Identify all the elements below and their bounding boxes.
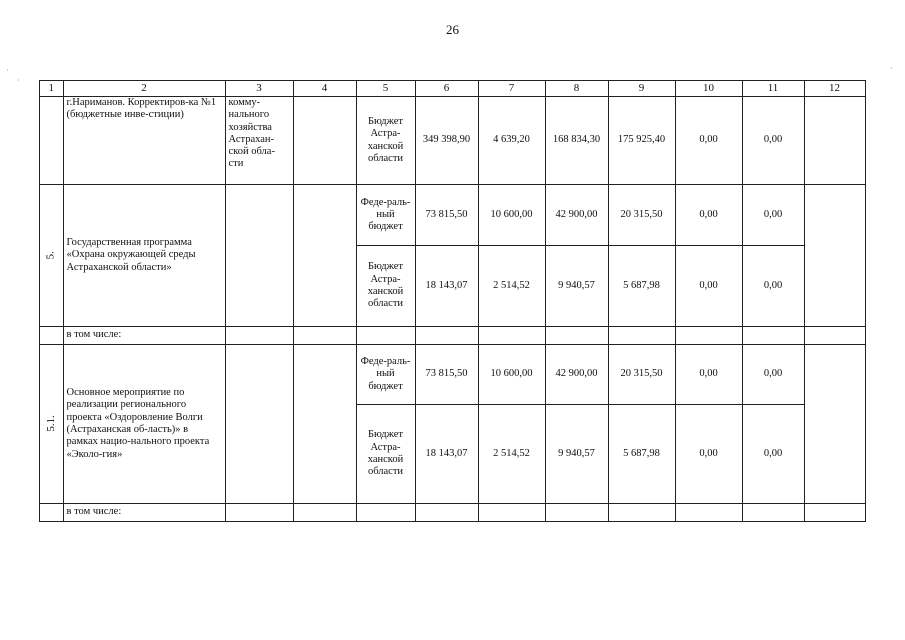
column-header: 12 (804, 81, 865, 97)
value-cell: 0,00 (675, 345, 742, 405)
empty-cell (545, 327, 608, 345)
row-number: 5. (40, 185, 64, 327)
empty-cell (478, 327, 545, 345)
empty-cell (225, 327, 293, 345)
empty-cell (293, 185, 356, 327)
empty-cell (545, 504, 608, 522)
executor (225, 185, 293, 327)
value-cell: 10 600,00 (478, 345, 545, 405)
value-cell: 0,00 (742, 185, 804, 246)
column-header: 2 (63, 81, 225, 97)
funding-source: Феде-раль-ный бюджет (356, 185, 415, 246)
empty-cell (40, 327, 64, 345)
value-cell: 175 925,40 (608, 97, 675, 185)
subtotal-row (40, 327, 866, 345)
empty-cell (225, 504, 293, 522)
value-cell: 4 639,20 (478, 97, 545, 185)
empty-cell (356, 504, 415, 522)
empty-cell (804, 504, 865, 522)
value-cell: 0,00 (675, 405, 742, 504)
value-cell: 2 514,52 (478, 405, 545, 504)
value-cell: 42 900,00 (545, 185, 608, 246)
page-number: 26 (446, 22, 459, 37)
empty-cell (356, 327, 415, 345)
subtotal-row (40, 504, 866, 522)
table-row (40, 185, 866, 246)
column-header: 11 (742, 81, 804, 97)
scan-speck: · (890, 64, 893, 73)
empty-cell (804, 185, 865, 327)
row-number (40, 97, 64, 185)
value-cell: 18 143,07 (415, 405, 478, 504)
value-cell: 5 687,98 (608, 405, 675, 504)
funding-source: Бюджет Астра-ханской области (356, 246, 415, 327)
program-name: Основное мероприятие по реализации регионального проекта «Оздоровление Волги (Астраханская об-ласть)» в рамках нацио-нального проекта «Эколо-гия» (63, 345, 225, 504)
empty-cell (742, 504, 804, 522)
scan-speck: · (6, 66, 9, 75)
column-header: 5 (356, 81, 415, 97)
value-cell: 0,00 (742, 246, 804, 327)
column-header: 6 (415, 81, 478, 97)
empty-cell (608, 327, 675, 345)
value-cell: 20 315,50 (608, 345, 675, 405)
column-header: 9 (608, 81, 675, 97)
empty-cell (742, 327, 804, 345)
executor: комму-нального хозяйства Астрахан-ской обла-сти (225, 97, 293, 185)
column-header: 8 (545, 81, 608, 97)
value-cell: 10 600,00 (478, 185, 545, 246)
table-row (40, 345, 866, 405)
empty-cell (675, 327, 742, 345)
value-cell: 42 900,00 (545, 345, 608, 405)
empty-cell (675, 504, 742, 522)
empty-cell (608, 504, 675, 522)
empty-cell (804, 327, 865, 345)
value-cell: 73 815,50 (415, 185, 478, 246)
column-header: 7 (478, 81, 545, 97)
empty-cell (478, 504, 545, 522)
value-cell: 0,00 (742, 97, 804, 185)
program-name: г.Нариманов. Корректиров-ка №1 (бюджетные инве-стиции) (63, 97, 225, 185)
column-header: 3 (225, 81, 293, 97)
value-cell: 0,00 (675, 246, 742, 327)
value-cell: 0,00 (742, 345, 804, 405)
empty-cell (293, 345, 356, 504)
value-cell: 349 398,90 (415, 97, 478, 185)
funding-source: Феде-раль-ный бюджет (356, 345, 415, 405)
value-cell: 18 143,07 (415, 246, 478, 327)
header-row (40, 81, 866, 97)
program-name: Государственная программа «Охрана окружающей среды Астраханской области» (63, 185, 225, 327)
budget-table (39, 80, 866, 522)
empty-cell (804, 97, 865, 185)
funding-source: Бюджет Астра-ханской области (356, 405, 415, 504)
value-cell: 0,00 (742, 405, 804, 504)
empty-cell (415, 327, 478, 345)
column-header: 1 (40, 81, 64, 97)
subtotal-label: в том числе: (63, 504, 225, 522)
table-row (40, 97, 866, 185)
value-cell: 9 940,57 (545, 246, 608, 327)
empty-cell (293, 97, 356, 185)
executor (225, 345, 293, 504)
value-cell: 0,00 (675, 97, 742, 185)
value-cell: 5 687,98 (608, 246, 675, 327)
value-cell: 73 815,50 (415, 345, 478, 405)
empty-cell (804, 345, 865, 504)
value-cell: 9 940,57 (545, 405, 608, 504)
column-header: 4 (293, 81, 356, 97)
scan-speck: · (17, 76, 20, 85)
value-cell: 2 514,52 (478, 246, 545, 327)
empty-cell (293, 504, 356, 522)
empty-cell (293, 327, 356, 345)
empty-cell (415, 504, 478, 522)
value-cell: 168 834,30 (545, 97, 608, 185)
empty-cell (40, 504, 64, 522)
subtotal-label: в том числе: (63, 327, 225, 345)
row-number: 5.1. (40, 345, 64, 504)
funding-source: Бюджет Астра-ханской области (356, 97, 415, 185)
value-cell: 0,00 (675, 185, 742, 246)
value-cell: 20 315,50 (608, 185, 675, 246)
column-header: 10 (675, 81, 742, 97)
